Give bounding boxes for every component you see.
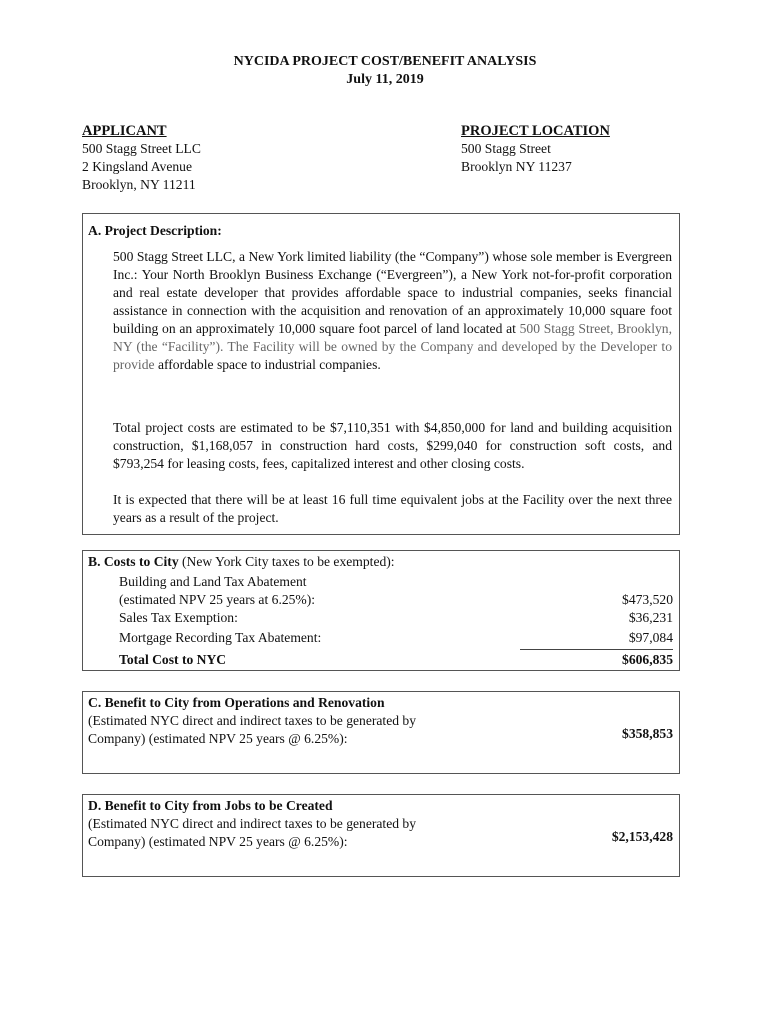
cost-item-label: (estimated NPV 25 years at 6.25%): bbox=[119, 592, 316, 607]
cost-item-amount: $36,231 bbox=[628, 610, 673, 625]
document-date: July 11, 2019 bbox=[346, 72, 424, 87]
cost-item-label: Mortgage Recording Tax Abatement: bbox=[119, 630, 322, 645]
section-d-description bbox=[88, 815, 416, 851]
applicant-line: Brooklyn, NY 11211 bbox=[82, 177, 196, 192]
section-c-line: (Estimated NYC direct and indirect taxes to be generated by bbox=[88, 713, 417, 728]
section-d-amount: $2,153,428 bbox=[611, 829, 673, 844]
applicant-block bbox=[82, 122, 201, 194]
section-d-title: D. Benefit to City from Jobs to be Created bbox=[88, 798, 333, 813]
cost-item-amount: $473,520 bbox=[622, 592, 673, 607]
section-a-paragraph-3: It is expected that there will be at least 16 full time equivalent jobs at the Facility over the next three years as a result of the project. bbox=[113, 492, 672, 525]
applicant-line: 500 Stagg Street LLC bbox=[82, 141, 201, 156]
section-a-paragraph-2: Total project costs are estimated to be $7,110,351 with $4,850,000 for land and building acquisition construction, $1,168,057 in construction hard costs, $299,040 for construction soft costs, and $793,254 for leasing costs, fees, capitalized interest and other closing costs. bbox=[113, 420, 672, 471]
total-cost-label: Total Cost to NYC bbox=[119, 652, 227, 667]
section-d-line: Company) (estimated NPV 25 years @ 6.25%): bbox=[88, 834, 348, 849]
section-d-benefit-jobs bbox=[82, 794, 680, 877]
applicant-heading: APPLICANT bbox=[82, 123, 167, 139]
section-c-description bbox=[88, 712, 416, 748]
section-a-paragraph-1 bbox=[113, 248, 672, 374]
cost-item-label: Building and Land Tax Abatement bbox=[119, 574, 307, 589]
section-a-title: A. Project Description: bbox=[88, 223, 222, 238]
location-heading: PROJECT LOCATION bbox=[461, 123, 610, 139]
section-c-benefit-operations bbox=[82, 691, 680, 774]
section-b-subtitle: (New York City taxes to be exempted): bbox=[178, 554, 395, 569]
document-title: NYCIDA PROJECT COST/BENEFIT ANALYSIS bbox=[233, 54, 537, 69]
paragraph-1-tail: affordable space to industrial companies. bbox=[157, 357, 381, 372]
section-c-line: Company) (estimated NPV 25 years @ 6.25%): bbox=[88, 731, 348, 746]
cost-item-amount: $97,084 bbox=[628, 630, 673, 645]
section-b-costs-to-city bbox=[82, 550, 680, 671]
section-b-title: B. Costs to City bbox=[88, 554, 179, 569]
location-line: Brooklyn NY 11237 bbox=[461, 159, 572, 174]
paragraph-1-lead: 500 Stagg Street LLC, a New York limited liability (the “Company”) whose sole member is Evergreen Inc.: Your North Brooklyn Business Exchange (“Evergreen”), a New York not-for-profit corporation and real estate developer that provides affordable space to industrial companies, seeks financial assistance in connection with the acquisition and renovation of an approximately 10,000 square foot building on an approximately 10,000 square foot parcel of land located at bbox=[113, 249, 672, 336]
document-header bbox=[0, 53, 770, 89]
cost-item-label: Sales Tax Exemption: bbox=[119, 610, 238, 625]
location-line: 500 Stagg Street bbox=[461, 141, 551, 156]
paragraph-1-gray: 500 Stagg Street, Brooklyn, NY (the “Facility”). The Facility will be owned by the Company and developed by the Developer to provide bbox=[113, 321, 672, 372]
section-b-heading bbox=[88, 553, 395, 571]
section-c-title: C. Benefit to City from Operations and Renovation bbox=[88, 695, 385, 710]
total-cost-amount: $606,835 bbox=[622, 652, 673, 667]
total-divider bbox=[520, 649, 673, 650]
section-c-amount: $358,853 bbox=[622, 726, 673, 741]
applicant-line: 2 Kingsland Avenue bbox=[82, 159, 192, 174]
section-a-project-description bbox=[82, 213, 680, 535]
project-location-block bbox=[461, 122, 610, 176]
section-d-line: (Estimated NYC direct and indirect taxes to be generated by bbox=[88, 816, 417, 831]
